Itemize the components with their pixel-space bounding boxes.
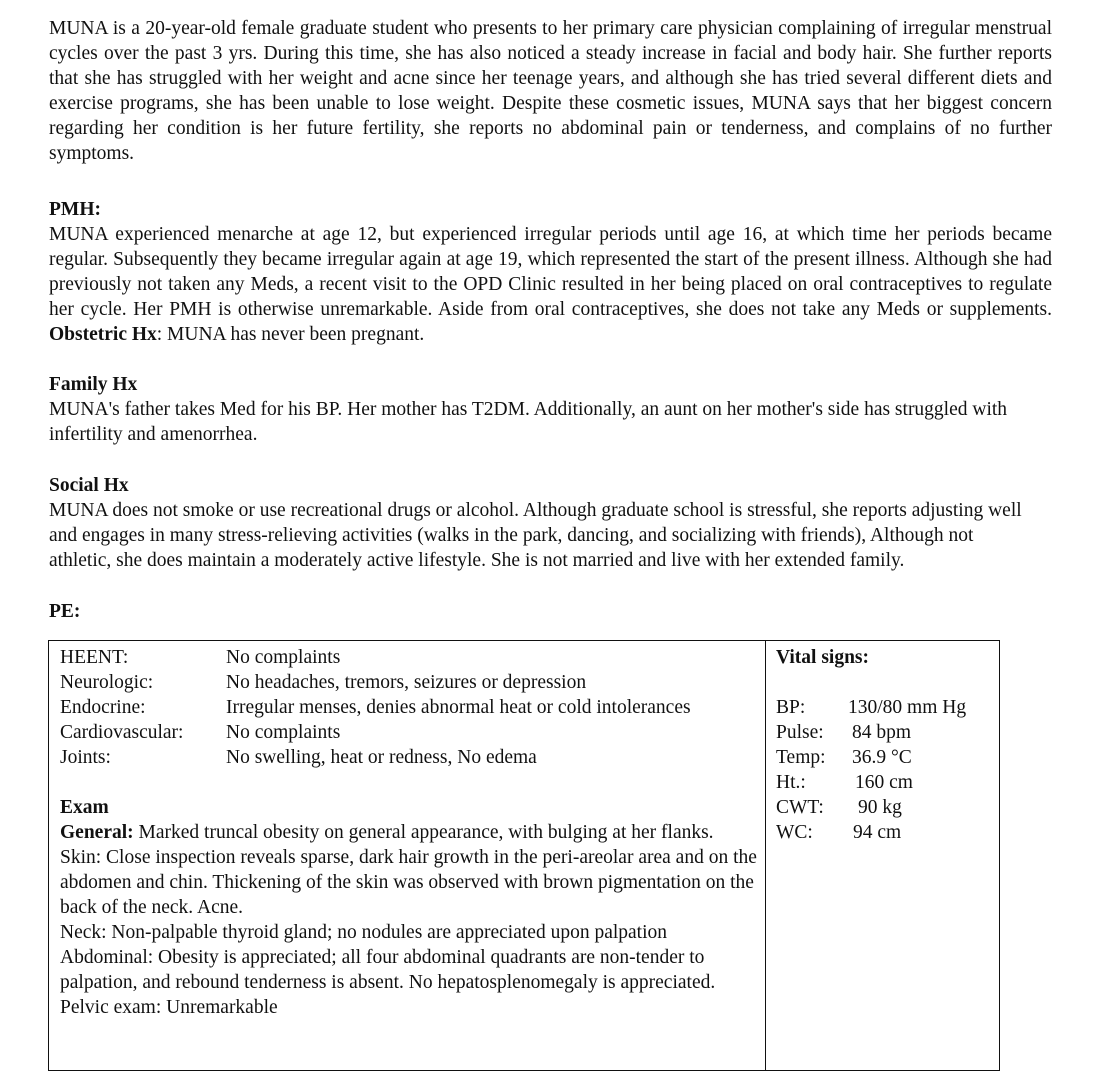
vitals-heading: Vital signs: [776, 647, 869, 668]
social-heading: Social Hx [49, 475, 129, 496]
system-row-heent [60, 645, 760, 670]
exam-general [60, 820, 760, 845]
system-value: No headaches, tremors, seizures or depression [226, 672, 587, 693]
system-value: No complaints [226, 722, 341, 743]
physical-exam-table [48, 640, 1000, 1071]
vital-value: 94 cm [853, 822, 902, 843]
vital-row-height [776, 770, 996, 795]
general-label: General: [60, 822, 134, 843]
system-row-cardiovascular [60, 720, 760, 745]
exam-neck: Neck: Non-palpable thyroid gland; no nodules are appreciated upon palpation [60, 922, 668, 943]
obstetric-text: : MUNA has never been pregnant. [156, 324, 425, 345]
vital-label: BP: [776, 697, 806, 718]
system-row-endocrine [60, 695, 760, 720]
system-label: Neurologic: [60, 672, 154, 693]
system-label: HEENT: [60, 647, 129, 668]
pmh-paragraph [49, 222, 1052, 347]
vital-label: Pulse: [776, 722, 824, 743]
system-value: No swelling, heat or redness, No edema [226, 747, 537, 768]
exam-abdominal: Abdominal: Obesity is appreciated; all four abdominal quadrants are non-tender to palpation, and rebound tenderness is absent. No hepatosplenomegaly is appreciated. [60, 947, 716, 993]
vital-label: WC: [776, 822, 813, 843]
system-row-neurologic [60, 670, 760, 695]
vital-value: 84 bpm [852, 722, 912, 743]
exam-heading: Exam [60, 797, 109, 818]
vital-row-bp [776, 695, 996, 720]
vital-label: Ht.: [776, 772, 806, 793]
family-paragraph: MUNA's father takes Med for his BP. Her mother has T2DM. Additionally, an aunt on her mother's side has struggled with infertility and amenorrhea. [49, 399, 1008, 445]
vital-label: CWT: [776, 797, 824, 818]
system-value: Irregular menses, denies abnormal heat or cold intolerances [226, 697, 691, 718]
vital-value: 36.9 °C [852, 747, 912, 768]
exam-pelvic: Pelvic exam: Unremarkable [60, 997, 278, 1018]
vital-row-cwt [776, 795, 996, 820]
vital-label: Temp: [776, 747, 826, 768]
vital-value: 130/80 mm Hg [848, 697, 967, 718]
obstetric-label: Obstetric Hx [49, 324, 157, 345]
social-paragraph: MUNA does not smoke or use recreational drugs or alcohol. Although graduate school is stressful, she reports adjusting well and engages in many stress-relieving activities (walks in the park, dancing, and socializing with friends), Although not athletic, she does maintain a moderately active lifestyle. She is not married and live with her extended family. [49, 500, 1022, 571]
systems-cell [60, 645, 760, 1020]
intro-paragraph: MUNA is a 20-year-old female graduate student who presents to her primary care physician complaining of irregular menstrual cycles over the past 3 yrs. During this time, she has also noticed a steady increase in facial and body hair. She further reports that she has struggled with her weight and acne since her teenage years, and although she has tried several different diets and exercise programs, she has been unable to lose weight. Despite these cosmetic issues, MUNA says that her biggest concern regarding her condition is her future fertility, she reports no abdominal pain or tenderness, and complains of no further symptoms. [49, 18, 1052, 164]
system-label: Joints: [60, 747, 111, 768]
family-heading: Family Hx [49, 374, 138, 395]
table-divider [765, 641, 766, 1070]
pmh-text: MUNA experienced menarche at age 12, but experienced irregular periods until age 16, at which time her periods became regular. Subsequently they became irregular again at age 19, which represented the start of the present illness. Although she had previously not taken any Meds, a recent visit to the OPD Clinic resulted in her being placed on oral contraceptives to regulate her cycle. Her PMH is otherwise unremarkable. Aside from oral contraceptives, she does not take any Meds or supplements. [49, 224, 1052, 320]
pmh-heading: PMH: [49, 199, 101, 220]
system-label: Cardiovascular: [60, 722, 184, 743]
system-label: Endocrine: [60, 697, 146, 718]
system-value: No complaints [226, 647, 341, 668]
pe-heading: PE: [49, 601, 81, 622]
exam-skin: Skin: Close inspection reveals sparse, dark hair growth in the peri-areolar area and on the abdomen and chin. Thickening of the skin was observed with brown pigmentation on the back of the neck. Acne. [60, 847, 757, 918]
vital-row-pulse [776, 720, 996, 745]
general-text: Marked truncal obesity on general appearance, with bulging at her flanks. [133, 822, 714, 843]
vital-value: 160 cm [855, 772, 913, 793]
system-row-joints [60, 745, 760, 770]
exam-section [60, 795, 760, 1020]
vitals-cell [776, 645, 996, 845]
vital-row-temp [776, 745, 996, 770]
vital-value: 90 kg [858, 797, 902, 818]
vital-row-wc [776, 820, 996, 845]
